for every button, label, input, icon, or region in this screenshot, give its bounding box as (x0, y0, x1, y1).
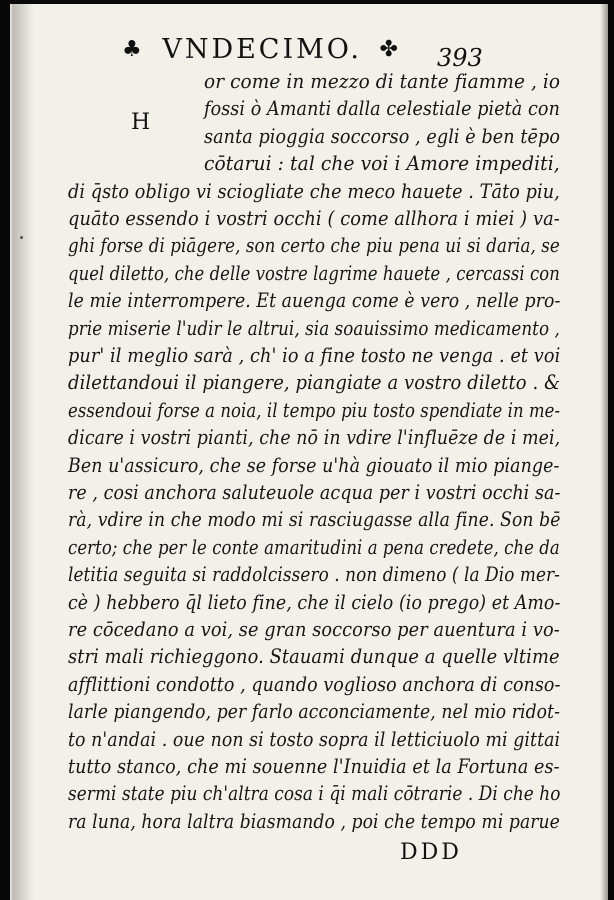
text-line: ra luna, hora laltra biasmando , poi che tempo mi parue (68, 809, 560, 833)
text-line: di q̄sto obligo vi sciogliate che meco hauete . Tāto piu, (68, 179, 560, 203)
text-line: certo; che per le conte amaritudini a pena credete, che da (68, 535, 560, 559)
initial-letter: H (131, 110, 151, 135)
text-line: tutto stanco, che mi souenne l'Inuidia et la Fortuna es- (68, 755, 560, 778)
text-line: quāto essendo i vostri occhi ( come allhora i miei ) va- (68, 207, 560, 230)
text-line: afflittioni condotto , quando voglioso anchora di conso- (68, 672, 561, 696)
text-line: dilettandoui il piangere, piangiate a vostro diletto . & (68, 371, 561, 395)
text-line: sermi state piu ch'altra cosa i q̄i mali cōtrarie . Di che ho (68, 782, 561, 806)
margin-speck (20, 236, 23, 239)
text-line: ghi forse di piāgere, son certo che piu pena ui si daria, se (68, 234, 560, 258)
text-line: stri mali richieggono. Stauami dunque a quelle vltime (68, 645, 560, 669)
text-line: fossi ò Amanti dalla celestiale pietà con (204, 97, 560, 121)
text-line: rà, vdire in che modo mi si rasciugasse alla fine. Son bē (68, 508, 561, 532)
text-line: letitia seguita si raddolcissero . non dimeno ( la Dio mer- (68, 563, 560, 587)
catchword: DDD (400, 840, 462, 865)
flower-ornament-icon: ✤ (379, 37, 401, 62)
text-line: essendoui forse a noia, il tempo piu tosto spendiate in me- (68, 398, 561, 422)
text-line: larle piangendo, per farlo acconciamente, nel mio ridot- (68, 700, 560, 724)
text-line: santa pioggia soccorso , egli è ben tēpo (204, 124, 561, 148)
page-gutter-shadow (12, 4, 34, 900)
text-line: re , cosi anchora saluteuole acqua per i vostri occhi sa- (68, 481, 561, 504)
text-line: dicare i vostri pianti, che nō in vdire l'influēze de i mei, (68, 426, 561, 450)
text-line: re cōcedano a voi, se gran soccorso per auentura i vo- (68, 618, 560, 641)
text-line: cōtarui : tal che voi i Amore impediti, (204, 152, 560, 176)
text-line: to n'andai . oue non si tosto sopra il letticiuolo mi gittai (68, 727, 561, 751)
text-line: le mie interrompere. Et auenga come è vero , nelle pro- (68, 289, 561, 313)
page-edge-shadow (600, 4, 608, 900)
text-line: pur' il meglio sarà , ch' io a fine tosto ne venga . et voi (68, 344, 561, 367)
text-line: cè ) hebbero q̄l lieto fine, che il cielo (io prego) et Amo- (68, 590, 561, 614)
text-line: Ben u'assicuro, che se forse u'hà giouato il mio piange- (68, 453, 560, 477)
club-ornament-icon: ♣ (122, 37, 145, 62)
book-page (10, 4, 608, 900)
chapter-title: VNDECIMO. (162, 34, 362, 65)
text-line: prie miserie l'udir le altrui, sia soauissimo medicamento , (68, 316, 560, 340)
text-line: or come in mezzo di tante fiamme , io (204, 70, 561, 93)
text-line: quel diletto, che delle vostre lagrime hauete , cercassi con (68, 261, 560, 285)
page-number: 393 (437, 44, 483, 72)
